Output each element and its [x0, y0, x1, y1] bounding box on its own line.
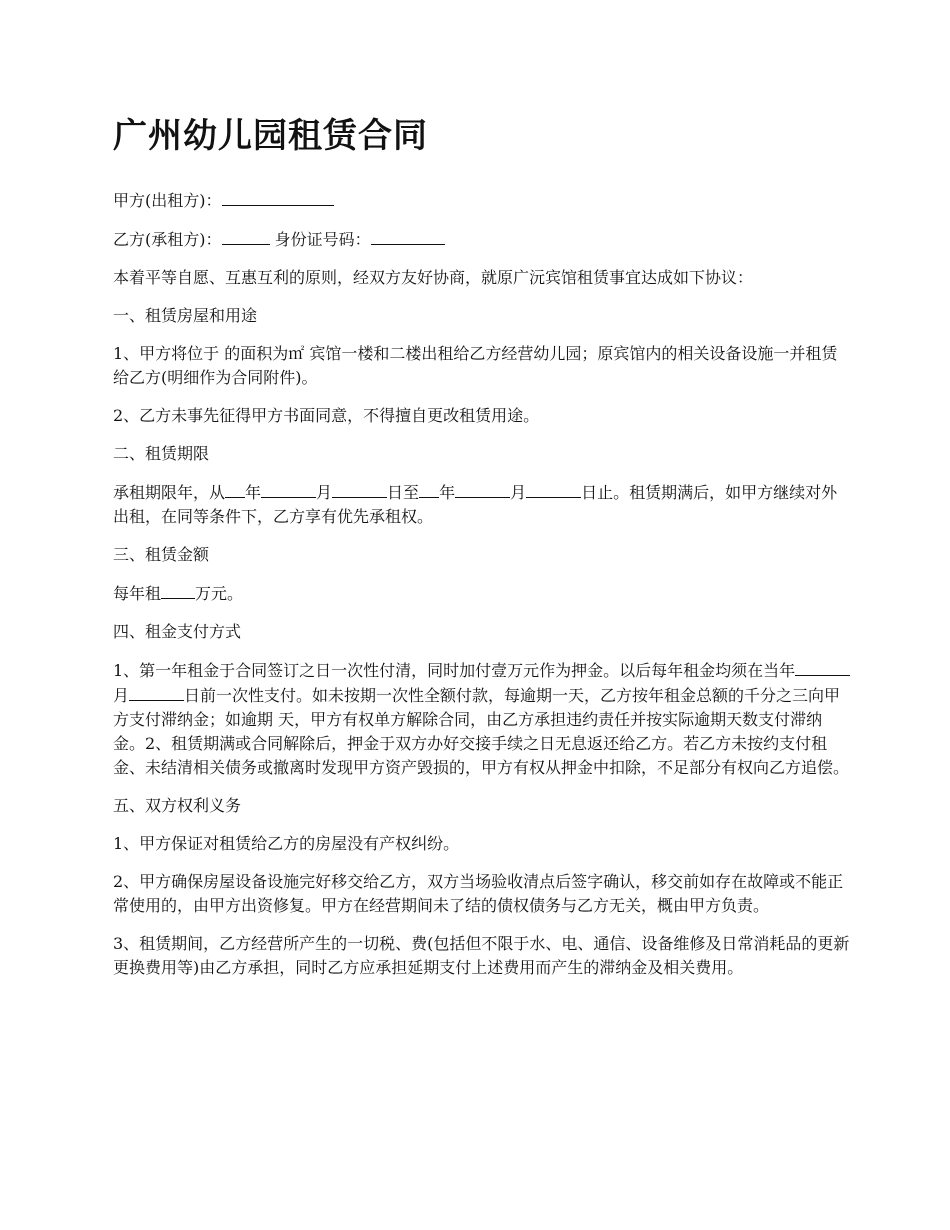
section-5-heading: 五、双方权利义务: [113, 796, 242, 815]
section-3-clause: [113, 581, 853, 606]
section-5-clause-1: 1、甲方保证对租赁给乙方的房屋没有产权纠纷。: [113, 834, 460, 853]
party-a-line: [113, 188, 853, 213]
section-4-heading: 四、租金支付方式: [113, 622, 242, 641]
term-text-1: 承租期限年，从: [113, 483, 226, 502]
rent-amount-blank: [161, 581, 195, 599]
rent-text-2: 万元。: [195, 584, 244, 603]
term-text-4: 日至: [387, 483, 420, 502]
section-3-heading: 三、租赁金额: [113, 545, 210, 564]
start-year-blank: [225, 480, 245, 498]
term-text-5: 年: [439, 483, 456, 502]
term-text-7: 日止。租赁期满后，如甲方继续对外出租，在同等条件下，乙方享有优先承租权。: [113, 483, 838, 526]
payment-text-1: 1、第一年租金于合同签订之日一次性付清，同时加付壹万元作为押金。以后每年租金均须在当年: [113, 661, 796, 680]
term-text-6: 月: [510, 483, 527, 502]
id-number-label: 身份证号码：: [274, 230, 371, 249]
party-b-line: [113, 227, 853, 252]
term-text-3: 月: [316, 483, 333, 502]
document-page: [113, 112, 853, 994]
section-5-clause-2: 2、甲方确保房屋设备设施完好移交给乙方，双方当场验收清点后签字确认，移交前如存在故障或不能正常使用的，由甲方出资修复。甲方在经营期间未了结的债权债务与乙方无关，概由甲方负责。: [113, 872, 844, 915]
party-a-label: 甲方(出租方)：: [113, 191, 222, 210]
start-month-blank: [261, 480, 316, 498]
payment-text-3: 日前一次性支付。如未按期一次性全额付款，每逾期一天，乙方按年租金总额的千分之三向甲方支付滞纳金；如逾期 天，甲方有权单方解除合同，由乙方承担违约责任并按实际逾期天数支付滞纳金。2、租赁期满或合同解除后，押金于双方办好交接手续之日无息返还给乙方。若乙方未按约支付租金、未结清相关债务或撤离时发现甲方资产毁损的，甲方有权从押金中扣除，不足部分有权向乙方追偿。: [113, 686, 850, 777]
rent-text-1: 每年租: [113, 584, 162, 603]
party-b-label: 乙方(承租方)：: [113, 230, 222, 249]
party-a-blank: [222, 188, 334, 206]
start-day-blank: [332, 480, 387, 498]
payment-text-2: 月: [113, 686, 130, 705]
end-year-blank: [419, 480, 439, 498]
section-5-clause-3: 3、租赁期间，乙方经营所产生的一切税、费(包括但不限于水、电、通信、设备维修及日常消耗品的更新更换费用等)由乙方承担，同时乙方应承担延期支付上述费用而产生的滞纳金及相关费用。: [113, 934, 850, 977]
section-4-clause: [113, 658, 853, 780]
section-1-clause-1: 1、甲方将位于 的面积为㎡ 宾馆一楼和二楼出租给乙方经营幼儿园；原宾馆内的相关设备设施一并租赁给乙方(明细作为合同附件)。: [113, 344, 838, 387]
document-title: 广州幼儿园租赁合同: [113, 116, 428, 156]
end-month-blank: [455, 480, 510, 498]
section-1-clause-2: 2、乙方未事先征得甲方书面同意，不得擅自更改租赁用途。: [113, 406, 540, 425]
section-2-clause: [113, 480, 853, 529]
payment-month-blank: [795, 658, 850, 676]
section-1-heading: 一、租赁房屋和用途: [113, 306, 258, 325]
end-day-blank: [526, 480, 581, 498]
section-2-heading: 二、租赁期限: [113, 444, 210, 463]
payment-day-blank: [129, 683, 184, 701]
id-number-blank: [371, 227, 445, 245]
intro-paragraph: 本着平等自愿、互惠互利的原则，经双方友好协商，就原广沅宾馆租赁事宜达成如下协议：: [113, 268, 754, 287]
party-b-blank: [222, 227, 270, 245]
term-text-2: 年: [245, 483, 262, 502]
